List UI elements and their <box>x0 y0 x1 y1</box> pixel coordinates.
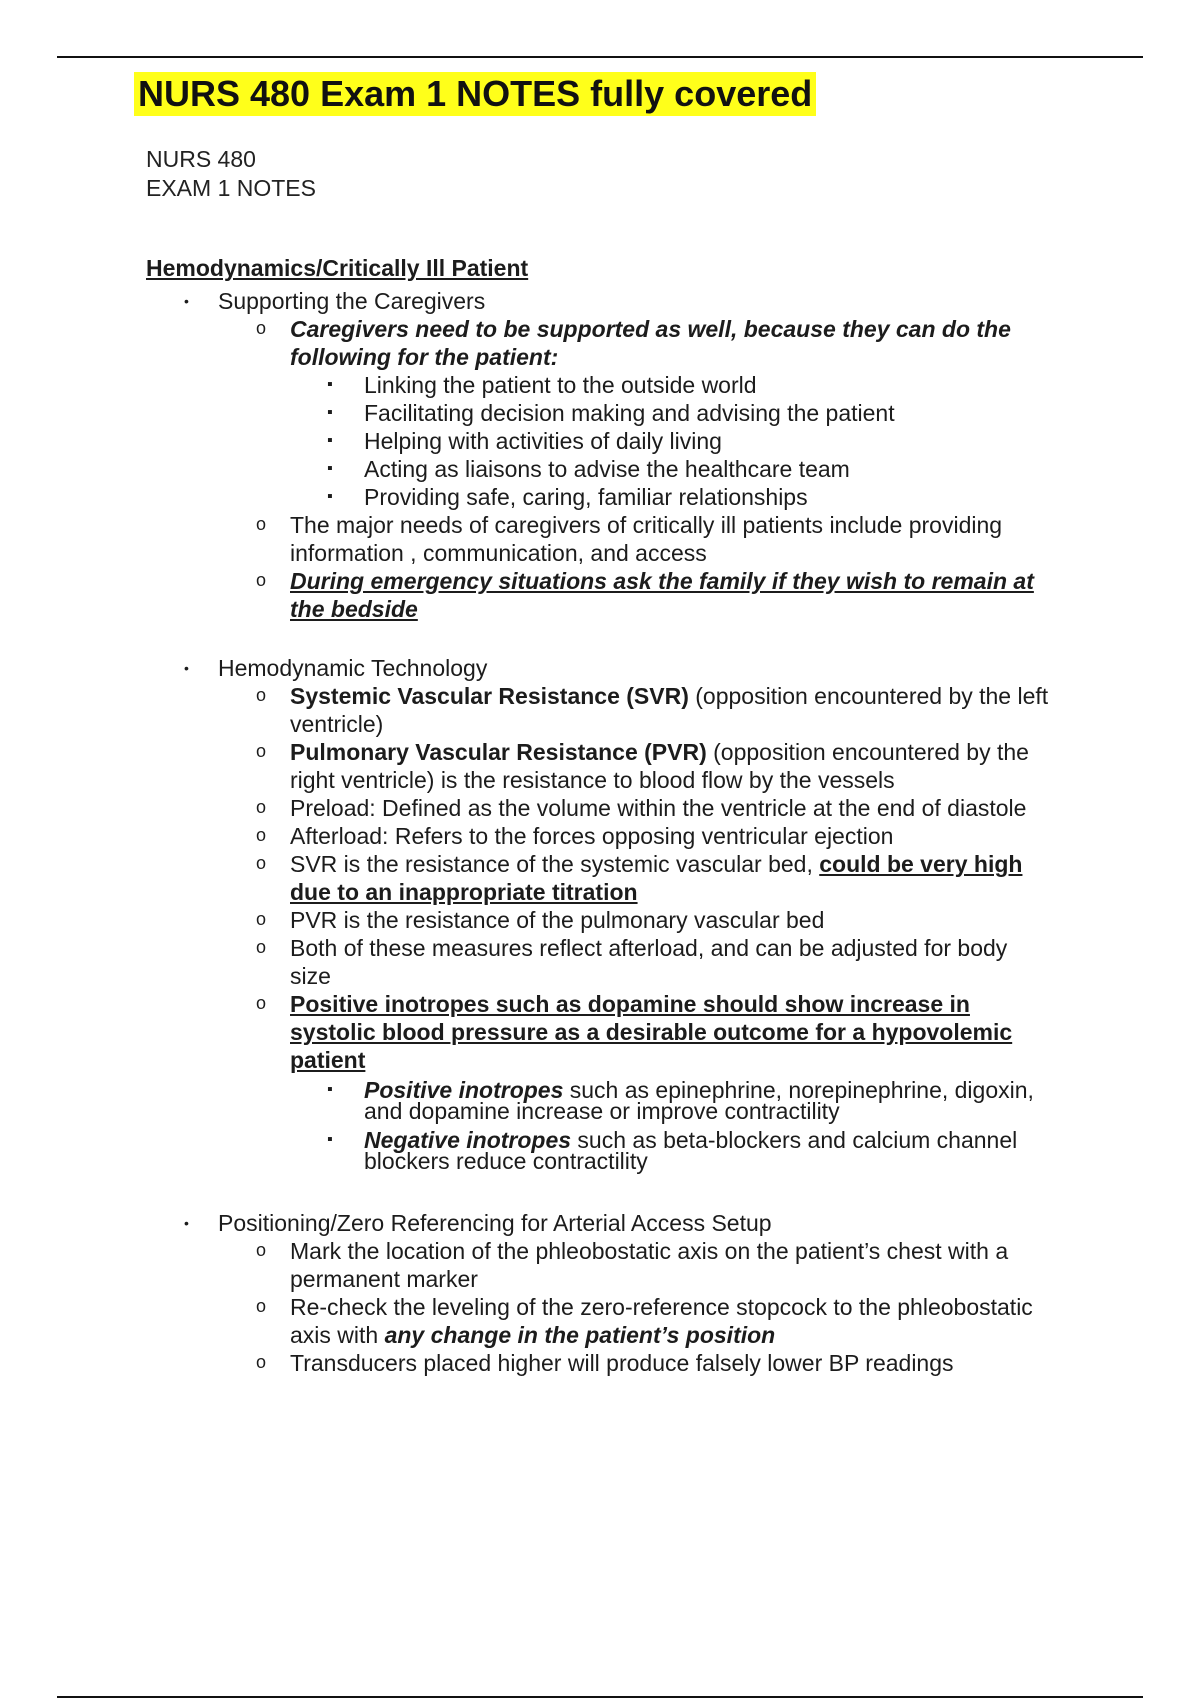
preload-definition: Preload: Defined as the volume within the ventricle at the end of diastole <box>290 795 1027 821</box>
bullet-circle-icon: o <box>256 685 267 705</box>
bottom-rule <box>57 1696 1143 1698</box>
bullet-circle-icon: o <box>256 797 267 817</box>
list-item <box>0 822 1200 850</box>
list-item <box>0 427 1200 455</box>
caregivers-heading: Supporting the Caregivers <box>218 288 486 314</box>
bullet-square-icon: ▪ <box>327 1131 333 1148</box>
list-item <box>0 1349 1200 1377</box>
caregivers-point2-cont: information , communication, and access <box>290 540 707 566</box>
list-item <box>0 567 1200 595</box>
inotropes-note-cont <box>0 1046 1200 1074</box>
section-title: Hemodynamics/Critically Ill Patient <box>146 255 529 281</box>
exam-label: EXAM 1 NOTES <box>146 175 316 201</box>
svr-note-emphasis-cont: due to an inappropriate titration <box>290 879 638 905</box>
list-item <box>0 850 1200 878</box>
positioning-heading: Positioning/Zero Referencing for Arterial Access Setup <box>218 1210 772 1236</box>
caregivers-point1-cont: following for the patient: <box>290 344 559 370</box>
technology-section <box>0 654 1200 1172</box>
pvr-note: PVR is the resistance of the pulmonary vascular bed <box>290 907 825 933</box>
course-code: NURS 480 <box>146 146 256 172</box>
bullet-circle-icon: o <box>256 1352 267 1372</box>
bullet-square-icon: ▪ <box>327 376 333 393</box>
list-item <box>0 315 1200 343</box>
svr-definition-cont: ventricle) <box>290 711 384 737</box>
caregiver-role: Helping with activities of daily living <box>364 428 722 454</box>
svr-definition: (opposition encountered by the left <box>688 683 1049 709</box>
inotropes-note-line2: systolic blood pressure as a desirable outcome for a hypovolemic <box>290 1019 1013 1045</box>
bullet-square-icon: ▪ <box>327 460 333 477</box>
pvr-definition-cont: right ventricle) is the resistance to blood flow by the vessels <box>290 767 895 793</box>
positive-inotropes-cont: and dopamine increase or improve contractility <box>364 1098 840 1124</box>
bullet-circle-icon: o <box>256 853 267 873</box>
bullet-circle-icon: o <box>256 909 267 929</box>
svr-note-cont <box>0 878 1200 906</box>
caregivers-section <box>0 287 1200 623</box>
technology-heading: Hemodynamic Technology <box>218 655 488 681</box>
list-item <box>0 738 1200 766</box>
caregiver-role: Facilitating decision making and advising the patient <box>364 400 895 426</box>
list-item <box>0 455 1200 483</box>
recheck-note: Re-check the leveling of the zero-reference stopcock to the phleobostatic <box>290 1294 1033 1320</box>
bullet-circle-icon: o <box>256 741 267 761</box>
recheck-note-emphasis: any change in the patient’s position <box>384 1322 776 1348</box>
list-item <box>0 511 1200 539</box>
caregivers-point3-cont: the bedside <box>290 596 418 622</box>
bullet-circle-icon: o <box>256 514 267 534</box>
bullet-circle-icon: o <box>256 825 267 845</box>
top-rule <box>57 56 1143 58</box>
bullet-circle-icon: o <box>256 1240 267 1260</box>
document-title: NURS 480 Exam 1 NOTES fully covered <box>134 72 816 116</box>
list-item <box>0 654 1200 682</box>
list-item <box>0 934 1200 962</box>
negative-inotropes-term: Negative inotropes <box>364 1127 572 1153</box>
afterload-definition: Afterload: Refers to the forces opposing ventricular ejection <box>290 823 894 849</box>
bullet-square-icon: ▪ <box>327 1081 333 1098</box>
list-item <box>0 399 1200 427</box>
positive-inotropes-definition: such as epinephrine, norepinephrine, digoxin, <box>563 1077 1034 1103</box>
bullet-circle-icon: o <box>256 318 267 338</box>
svr-term: Systemic Vascular Resistance (SVR) <box>290 683 689 709</box>
inotropes-note-cont <box>0 1018 1200 1046</box>
inotropes-note: Positive inotropes such as dopamine should show increase in <box>290 991 970 1017</box>
caregiver-role: Linking the patient to the outside world <box>364 372 757 398</box>
bullet-dot-icon: • <box>184 660 189 676</box>
list-item <box>0 990 1200 1018</box>
list-item <box>0 682 1200 710</box>
document-header <box>146 145 316 203</box>
bullet-dot-icon: • <box>184 1215 189 1231</box>
bullet-square-icon: ▪ <box>327 404 333 421</box>
inotropes-note-line3: patient <box>290 1047 366 1073</box>
caregiver-role: Providing safe, caring, familiar relationships <box>364 484 808 510</box>
list-item <box>0 287 1200 315</box>
positive-inotropes-term: Positive inotropes <box>364 1077 564 1103</box>
list-item <box>0 906 1200 934</box>
list-item <box>0 483 1200 511</box>
recheck-note-plain: axis with <box>290 1322 385 1348</box>
bullet-circle-icon: o <box>256 570 267 590</box>
negative-inotropes-definition: such as beta-blockers and calcium channel <box>571 1127 1018 1153</box>
transducers-note: Transducers placed higher will produce falsely lower BP readings <box>290 1350 954 1376</box>
svr-note: SVR is the resistance of the systemic vascular bed, <box>290 851 820 877</box>
afterload-note: Both of these measures reflect afterload, and can be adjusted for body <box>290 935 1008 961</box>
bullet-square-icon: ▪ <box>327 432 333 449</box>
bullet-circle-icon: o <box>256 937 267 957</box>
mark-axis-note: Mark the location of the phleobostatic axis on the patient’s chest with a <box>290 1238 1009 1264</box>
caregivers-point1: Caregivers need to be supported as well, because they can do the <box>290 316 1011 342</box>
list-item <box>0 794 1200 822</box>
negative-inotropes-cont: blockers reduce contractility <box>364 1148 648 1174</box>
list-item <box>0 371 1200 399</box>
mark-axis-note-cont: permanent marker <box>290 1266 478 1292</box>
list-item <box>0 1209 1200 1237</box>
afterload-note-cont: size <box>290 963 331 989</box>
bullet-square-icon: ▪ <box>327 488 333 505</box>
bullet-dot-icon: • <box>184 293 189 309</box>
list-item <box>0 1293 1200 1321</box>
pvr-term: Pulmonary Vascular Resistance (PVR) <box>290 739 707 765</box>
bullet-circle-icon: o <box>256 1296 267 1316</box>
caregiver-role: Acting as liaisons to advise the healthcare team <box>364 456 850 482</box>
list-item <box>0 1237 1200 1265</box>
positioning-section <box>0 1209 1200 1377</box>
pvr-definition: (opposition encountered by the <box>706 739 1029 765</box>
recheck-note-cont <box>0 1321 1200 1349</box>
bullet-circle-icon: o <box>256 993 267 1013</box>
caregivers-point3: During emergency situations ask the family if they wish to remain at <box>290 568 1034 594</box>
caregivers-point2: The major needs of caregivers of critically ill patients include providing <box>290 512 1003 538</box>
svr-note-emphasis: could be very high <box>819 851 1023 877</box>
